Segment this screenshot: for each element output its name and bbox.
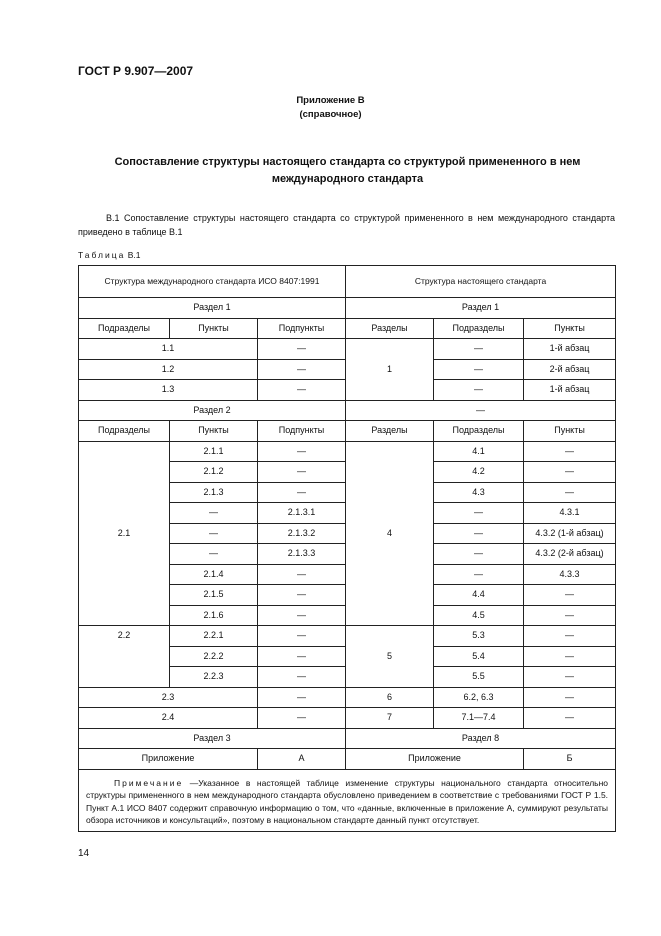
table-cell: — (434, 544, 524, 565)
note-row (79, 769, 616, 831)
column-header: Пункты (524, 318, 616, 339)
table-cell: 2.1.3 (170, 482, 258, 503)
table-cell: 1-й абзац (524, 380, 616, 401)
table-cell: 6.2, 6.3 (434, 687, 524, 708)
table-cell: 4.3.3 (524, 564, 616, 585)
table-cell: — (524, 626, 616, 647)
table-cell: 2.1.1 (170, 441, 258, 462)
table-cell: 4.4 (434, 585, 524, 606)
table-cell: 7 (346, 708, 434, 729)
table-row (79, 708, 616, 729)
table-cell: — (346, 400, 616, 421)
table-cell: 1-й абзац (524, 339, 616, 360)
table-cell: 2.1 (79, 441, 170, 626)
table-cell: 2.3 (79, 687, 258, 708)
table-cell: — (524, 646, 616, 667)
table-cell: — (170, 503, 258, 524)
table-row (79, 626, 616, 647)
table-cell: 2.1.2 (170, 462, 258, 483)
table-row (79, 339, 616, 360)
table-cell: — (258, 626, 346, 647)
table-cell: 4.1 (434, 441, 524, 462)
section-label: Раздел 2 (79, 400, 346, 421)
table-row (79, 441, 616, 462)
intro-paragraph: В.1 Сопоставление структуры настоящего стандарта со структурой примененного в нем международного стандарта приведено в таблице В.1 (78, 213, 615, 237)
section-label: Раздел 1 (79, 298, 346, 319)
column-header: Подразделы (79, 421, 170, 442)
table-cell: 1.3 (79, 380, 258, 401)
section-title: Сопоставление структуры настоящего стандарта со структурой примененного в нем международного стандарта (114, 156, 581, 185)
table-cell: — (258, 359, 346, 380)
table-cell: — (258, 564, 346, 585)
table-cell: — (434, 380, 524, 401)
table-cell: 2.2.2 (170, 646, 258, 667)
table-note (79, 769, 616, 831)
table-cell: — (258, 462, 346, 483)
table-cell: — (524, 708, 616, 729)
appendix-subtitle: (справочное) (299, 109, 362, 120)
table-cell: Б (524, 749, 616, 770)
table-cell: 4.3.1 (524, 503, 616, 524)
table-cell: Приложение (346, 749, 524, 770)
page-number: 14 (78, 848, 90, 859)
table-cell: 4.3.2 (1-й абзац) (524, 523, 616, 544)
table-cell: — (434, 503, 524, 524)
table-cell: — (524, 462, 616, 483)
table-cell: 4.3.2 (2-й абзац) (524, 544, 616, 565)
column-header: Пункты (170, 421, 258, 442)
table-cell: 2.2.3 (170, 667, 258, 688)
section-label: Раздел 3 (79, 728, 346, 749)
table-cell: — (524, 667, 616, 688)
note-label: Примечание (114, 777, 184, 788)
table-cell: А (258, 749, 346, 770)
column-header-row (79, 318, 616, 339)
appendix-title: Приложение В (296, 95, 365, 106)
table-row (79, 298, 616, 319)
table-cell: 4 (346, 441, 434, 626)
column-header: Пункты (524, 421, 616, 442)
table-cell: — (258, 605, 346, 626)
table-cell: 2.2.1 (170, 626, 258, 647)
table-cell: — (434, 359, 524, 380)
table-cell: 7.1—7.4 (434, 708, 524, 729)
table-cell: 4.2 (434, 462, 524, 483)
table-label: Таблица В.1 (78, 250, 141, 260)
table-cell: — (170, 523, 258, 544)
table-cell: 1.1 (79, 339, 258, 360)
table-cell: 2.2 (79, 626, 170, 688)
table-cell: — (258, 687, 346, 708)
table-cell: 6 (346, 687, 434, 708)
table-cell: — (258, 667, 346, 688)
table-cell: — (524, 482, 616, 503)
column-header: Подразделы (434, 318, 524, 339)
note-text: —Указанное в настоящей таблице изменение структуры национального стандарта относительно структуры примененного в нем международного стандарта обусловлено приведением в соответствие с требованиями ГОСТ Р 1.5. Пункт А.1 ИСО 8407 содержит справочную информацию о том, что «данные, включенные в приложение А, суммируют результаты обзора источников и консультаций», поэтому в национальном стандарте данный пункт отсутствует. (86, 777, 609, 825)
table-cell: 4.5 (434, 605, 524, 626)
table-cell: 5 (346, 626, 434, 688)
table-cell: 2.1.5 (170, 585, 258, 606)
table-cell: 5.5 (434, 667, 524, 688)
column-header: Разделы (346, 318, 434, 339)
table-cell: — (258, 339, 346, 360)
column-header: Пункты (170, 318, 258, 339)
table-cell: 2.1.3.2 (258, 523, 346, 544)
table-cell: 2.1.6 (170, 605, 258, 626)
section-label: Раздел 8 (346, 728, 616, 749)
table-cell: 1.2 (79, 359, 258, 380)
table-cell: Приложение (79, 749, 258, 770)
table-cell: — (524, 585, 616, 606)
table-cell: 2.1.4 (170, 564, 258, 585)
table-row (79, 728, 616, 749)
table-cell: — (258, 380, 346, 401)
column-header: Подразделы (79, 318, 170, 339)
table-cell: 2.1.3.1 (258, 503, 346, 524)
column-header: Подпункты (258, 421, 346, 442)
document-id: ГОСТ Р 9.907—2007 (78, 64, 194, 78)
table-cell: — (434, 523, 524, 544)
table-header-row (79, 266, 616, 298)
table-cell: 5.3 (434, 626, 524, 647)
column-header: Подпункты (258, 318, 346, 339)
table-cell: — (258, 482, 346, 503)
table-cell: — (524, 687, 616, 708)
column-header: Подразделы (434, 421, 524, 442)
table-cell: 2.1.3.3 (258, 544, 346, 565)
table-cell: — (258, 441, 346, 462)
table-cell: 4.3 (434, 482, 524, 503)
header-national: Структура настоящего стандарта (346, 266, 616, 298)
table-cell: 2-й абзац (524, 359, 616, 380)
column-header-row (79, 421, 616, 442)
column-header: Разделы (346, 421, 434, 442)
table-row (79, 400, 616, 421)
table-row (79, 687, 616, 708)
table-cell: — (524, 605, 616, 626)
table-cell: 2.4 (79, 708, 258, 729)
comparison-table (78, 265, 616, 832)
table-cell: — (434, 564, 524, 585)
section-label: Раздел 1 (346, 298, 616, 319)
table-cell: — (524, 441, 616, 462)
table-cell: — (170, 544, 258, 565)
table-cell: — (258, 585, 346, 606)
table-row (79, 749, 616, 770)
table-cell: 1 (346, 339, 434, 401)
table-cell: 5.4 (434, 646, 524, 667)
table-cell: — (434, 339, 524, 360)
table-cell: — (258, 708, 346, 729)
header-international: Структура международного стандарта ИСО 8407:1991 (79, 266, 346, 298)
table-cell: — (258, 646, 346, 667)
